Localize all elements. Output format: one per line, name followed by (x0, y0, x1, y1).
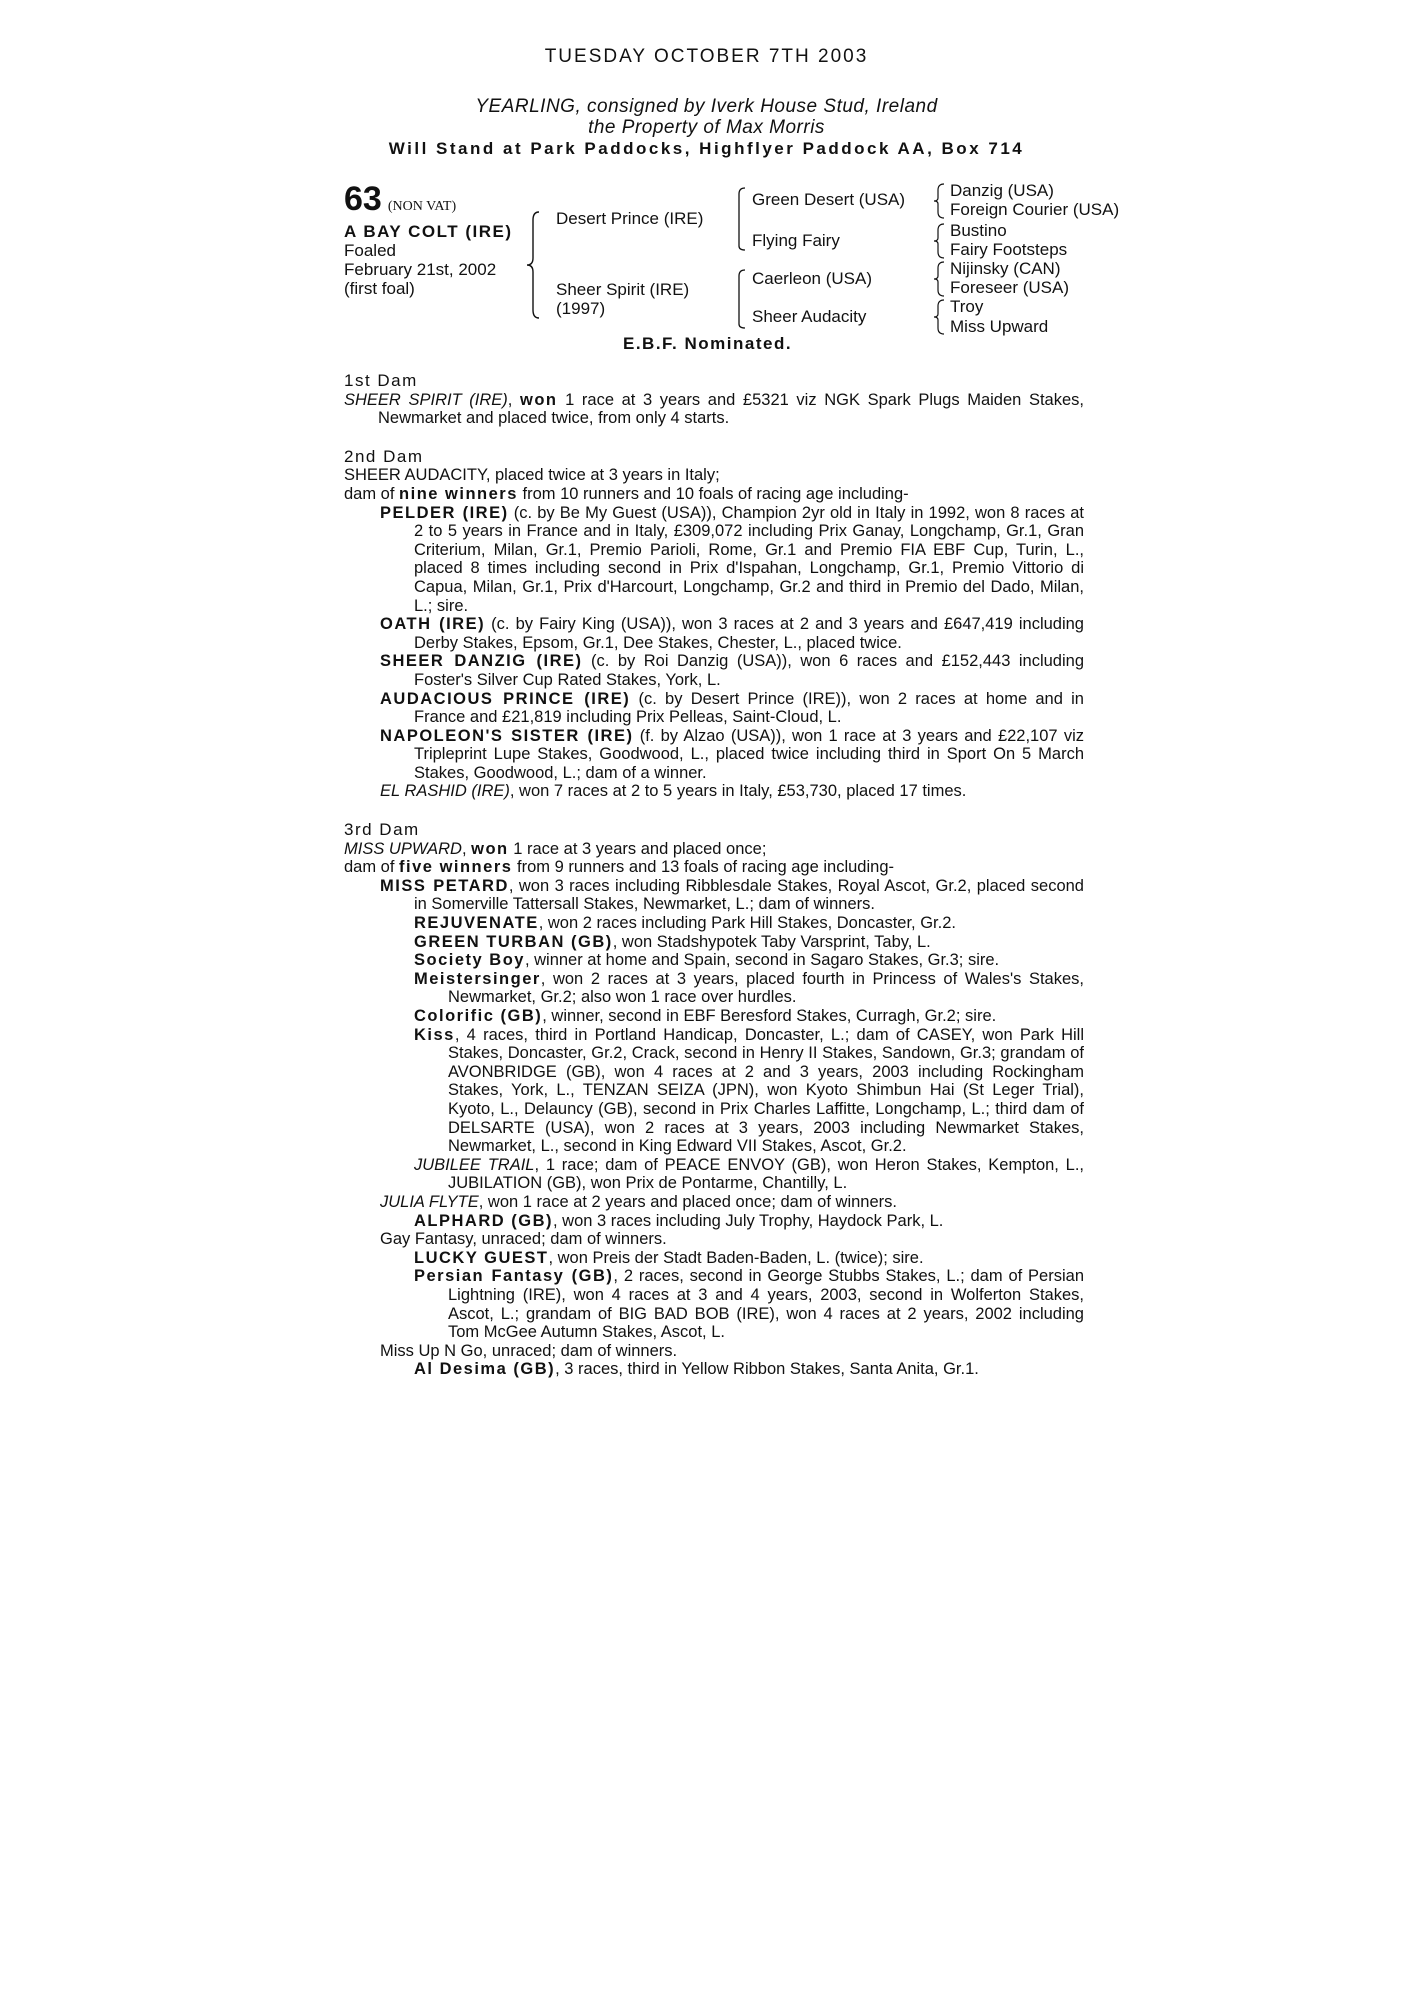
produce-kiss (414, 1026, 1084, 1156)
produce-text: , 4 races, third in Portland Handicap, Doncaster, L.; dam of CASEY, won Park Hill Stakes, Doncaster, Gr.2, Crack, second in Henry II Stakes, Sandown, Gr.3; grandam of AVONBRIDGE (GB), won 4 races at 2 and 3 years, 2003 including Rockingham Stakes, York, L., TENZAN SEIZA (JPN), won Kyoto Shimbun Hai (St Leger Trial), Kyoto, L., Delauncy (GB), second in Prix Charles Laffitte, Longchamp, L.; third dam of DELSARTE (USA), won 2 races at 3 years, 2003 including Newmarket Stakes, Newmarket, L., second in King Edward VII Stakes, Ascot, Gr.2. (448, 1025, 1084, 1156)
third-dam-winners: five winners (399, 858, 513, 877)
produce-text: , 1 race; dam of PEACE ENVOY (GB), won Heron Stakes, Kempton, L., JUBILATION (GB), won Prix de Pontarme, Chantilly, L. (448, 1155, 1084, 1193)
foaled-date: February 21st, 2002 (344, 260, 497, 279)
first-dam-entry: SHEER SPIRIT (IRE), won 1 race at 3 years and £5321 viz NGK Spark Plugs Maiden Stakes, Newmarket and placed twice, from only 4 starts. (344, 390, 1084, 428)
produce-gay-fantasy: Gay Fantasy, unraced; dam of winners. (380, 1230, 667, 1249)
gen3-dss: Nijinsky (CAN) (950, 259, 1061, 278)
gen3-dds: Troy (950, 297, 984, 316)
produce-napoleons-sister (380, 727, 1084, 783)
produce-miss-petard (380, 877, 1084, 914)
gen3-brace-4 (932, 298, 946, 336)
produce-persian-fantasy (414, 1267, 1084, 1341)
produce-name: OATH (IRE) (380, 615, 486, 634)
dam-brace (733, 268, 747, 330)
first-dam-text: 1 race at 3 years and £5321 viz NGK Spark Plugs Maiden Stakes, Newmarket and placed twice, from only 4 starts. (378, 390, 1084, 428)
produce-name: SHEER DANZIG (IRE) (380, 652, 583, 671)
consignor-line: YEARLING, consigned by Iverk House Stud, Ireland (475, 96, 938, 117)
third-dam-won: won (471, 839, 509, 858)
first-dam-heading: 1st Dam (344, 371, 418, 390)
property-line: the Property of Max Morris (588, 117, 825, 138)
produce-name: Meistersinger (414, 969, 541, 988)
produce-text: , won 1 race at 2 years and placed once; dam of winners. (478, 1192, 897, 1211)
produce-text: , won 2 races including Park Hill Stakes, Doncaster, Gr.2. (538, 914, 956, 933)
dam-name: Sheer Spirit (IRE) (556, 280, 690, 299)
produce-name: JUBILEE TRAIL (414, 1155, 535, 1174)
lot-number: 63 (344, 180, 382, 218)
produce-name: Colorific (GB) (414, 1007, 543, 1025)
sire-dam: Flying Fairy (752, 231, 840, 250)
produce-name: MISS PETARD (380, 876, 509, 895)
produce-text: , 3 races, third in Yellow Ribbon Stakes, Santa Anita, Gr.1. (555, 1360, 979, 1379)
second-dam-heading: 2nd Dam (344, 446, 424, 466)
produce-oath (380, 615, 1084, 652)
produce-text: , won 3 races including July Trophy, Haydock Park, L. (553, 1211, 944, 1230)
produce-text: , won 2 races at 3 years, placed fourth in Princess of Wales's Stakes, Newmarket, Gr.2; also won 1 race over hurdles. (448, 969, 1084, 1007)
foal-note: (first foal) (344, 279, 415, 298)
produce-text: , won 7 races at 2 to 5 years in Italy, £53,730, placed 17 times. (509, 782, 967, 801)
sire-name: Desert Prince (IRE) (556, 209, 704, 228)
gen3-sdd: Fairy Footsteps (950, 240, 1068, 259)
third-dam-heading: 3rd Dam (344, 820, 420, 840)
gen3-brace-2 (932, 222, 946, 260)
produce-text: (c. by Fairy King (USA)), won 3 races at 2 and 3 years and £647,419 including Derby Stakes, Epsom, Gr.1, Dee Stakes, Chester, L., placed twice. (414, 615, 1084, 652)
third-dam-name: MISS UPWARD (344, 839, 462, 858)
gen3-brace-3 (932, 260, 946, 298)
produce-name: Persian Fantasy (GB) (414, 1267, 614, 1286)
produce-text: , winner, second in EBF Beresford Stakes, Curragh, Gr.2; sire. (542, 1007, 997, 1025)
produce-el-rashid (380, 782, 1084, 801)
sire-sire: Green Desert (USA) (752, 190, 906, 209)
produce-name: GREEN TURBAN (GB) (414, 932, 613, 951)
produce-name: Al Desima (GB) (414, 1360, 556, 1379)
dam-sire: Caerleon (USA) (752, 269, 872, 288)
sale-date: TUESDAY OCTOBER 7TH 2003 (544, 46, 869, 67)
produce-name: AUDACIOUS PRINCE (IRE) (380, 689, 631, 708)
sire-brace (733, 186, 747, 252)
second-dam-winners: nine winners (399, 484, 518, 503)
produce-text: (c. by Roi Danzig (USA)), won 6 races and £152,443 including Foster's Silver Cup Rated Stakes, York, L. (414, 652, 1084, 689)
produce-pelder (380, 504, 1084, 616)
produce-name: REJUVENATE (414, 914, 539, 933)
produce-jubilee-trail (414, 1156, 1084, 1193)
produce-text: , won Preis der Stadt Baden-Baden, L. (twice); sire. (548, 1248, 924, 1267)
produce-name: EL RASHID (IRE) (380, 782, 510, 801)
dam-year: (1997) (556, 299, 606, 318)
produce-name: NAPOLEON'S SISTER (IRE) (380, 726, 634, 745)
third-dam-runners: from 9 runners and 13 foals of racing age including- (517, 858, 894, 877)
dam-of-label: dam of (344, 484, 395, 503)
second-dam-runners: from 10 runners and 10 foals of racing age including- (522, 484, 909, 503)
produce-lucky-guest (414, 1249, 1084, 1268)
third-dam-line2 (344, 858, 1084, 877)
stable-location: Will Stand at Park Paddocks, Highflyer Paddock AA, Box 714 (388, 139, 1025, 158)
second-dam-line1: SHEER AUDACITY, placed twice at 3 years in Italy; (344, 466, 720, 485)
dam-sections (344, 372, 1084, 1379)
produce-audacious-prince (380, 690, 1084, 727)
produce-name: Kiss (414, 1025, 455, 1044)
third-dam-line1: MISS UPWARD, won 1 race at 3 years and placed once; (344, 839, 767, 858)
produce-text: (c. by Be My Guest (USA)), Champion 2yr old in Italy in 1992, won 8 races at 2 to 5 years in France and in Italy, £309,072 including Prix Ganay, Longchamp, Gr.1, Gran Criterium, Milan, Gr.1, Premio Parioli, Rome, Gr.1 and Premio FIA EBF Cup, Turin, L., placed 8 times including second in Prix d'Ispahan, Longchamp, Gr.1, Premio Vittorio di Capua, Milan, Gr.1, Prix d'Harcourt, Longchamp, Gr.2 and third in Premio del Dado, Milan, L.; sire. (414, 503, 1084, 615)
gen3-sds: Bustino (950, 221, 1007, 240)
gen3-brace-1 (932, 182, 946, 220)
produce-text: , won Stadshypotek Taby Varsprint, Taby, L. (612, 932, 931, 951)
first-dam-won: won (519, 390, 558, 409)
produce-text: (f. by Alzao (USA)), won 1 race at 3 years and £22,107 viz Tripleprint Lupe Stakes, Goodwood, L., placed twice including third in Sport On 5 March Stakes, Goodwood, L.; dam of a winner. (414, 726, 1084, 782)
first-dam-name: SHEER SPIRIT (IRE) (344, 390, 508, 409)
pedigree-main-brace (525, 210, 545, 320)
second-dam-line2 (344, 485, 1084, 504)
produce-name: LUCKY GUEST (414, 1248, 549, 1267)
produce-text: , 2 races, second in George Stubbs Stakes, L.; dam of Persian Lightning (IRE), won 4 races at 3 and 4 years, 2003, second in Wolferton Stakes, Ascot, L.; grandam of BIG BAD BOB (IRE), won 4 races at 2 years, 2002 including Tom McGee Autumn Stakes, Ascot, L. (448, 1267, 1084, 1342)
ebf-nominated: E.B.F. Nominated. (623, 334, 793, 353)
produce-name: Society Boy (414, 951, 525, 970)
produce-miss-up-n-go: Miss Up N Go, unraced; dam of winners. (380, 1341, 678, 1360)
produce-alphard (414, 1212, 1084, 1231)
produce-al-desima (414, 1360, 1084, 1379)
gen3-sss: Danzig (USA) (950, 181, 1054, 200)
produce-text: , winner at home and Spain, second in Sagaro Stakes, Gr.3; sire. (524, 951, 1000, 970)
produce-text: (c. by Desert Prince (IRE)), won 2 races at home and in France and £21,819 including Prix Pelleas, Saint-Cloud, L. (414, 689, 1084, 727)
produce-sheer-danzig (380, 652, 1084, 689)
produce-society-boy (414, 951, 1084, 970)
dam-dam: Sheer Audacity (752, 307, 867, 326)
produce-name: PELDER (IRE) (380, 503, 509, 522)
gen3-ssd: Foreign Courier (USA) (950, 200, 1120, 219)
produce-julia-flyte (380, 1193, 1084, 1212)
dam-of-label: dam of (344, 858, 395, 877)
produce-colorific (414, 1007, 1084, 1026)
foaled-label: Foaled (344, 241, 396, 260)
produce-green-turban (414, 933, 1084, 952)
gen3-ddd: Miss Upward (950, 317, 1049, 336)
third-dam-record: 1 race at 3 years and placed once; (513, 839, 767, 858)
produce-meistersinger (414, 970, 1084, 1007)
produce-rejuvenate (414, 914, 1084, 933)
vat-status: (NON VAT) (387, 199, 457, 214)
gen3-dsd: Foreseer (USA) (950, 278, 1070, 297)
produce-name: JULIA FLYTE (380, 1192, 479, 1211)
lot-description: A BAY COLT (IRE) (344, 222, 513, 241)
lot-number-block (344, 180, 456, 219)
produce-text: , won 3 races including Ribblesdale Stakes, Royal Ascot, Gr.2, placed second in Somerville Tattersall Stakes, Newmarket, L.; dam of winners. (414, 876, 1084, 914)
produce-name: ALPHARD (GB) (414, 1211, 553, 1230)
